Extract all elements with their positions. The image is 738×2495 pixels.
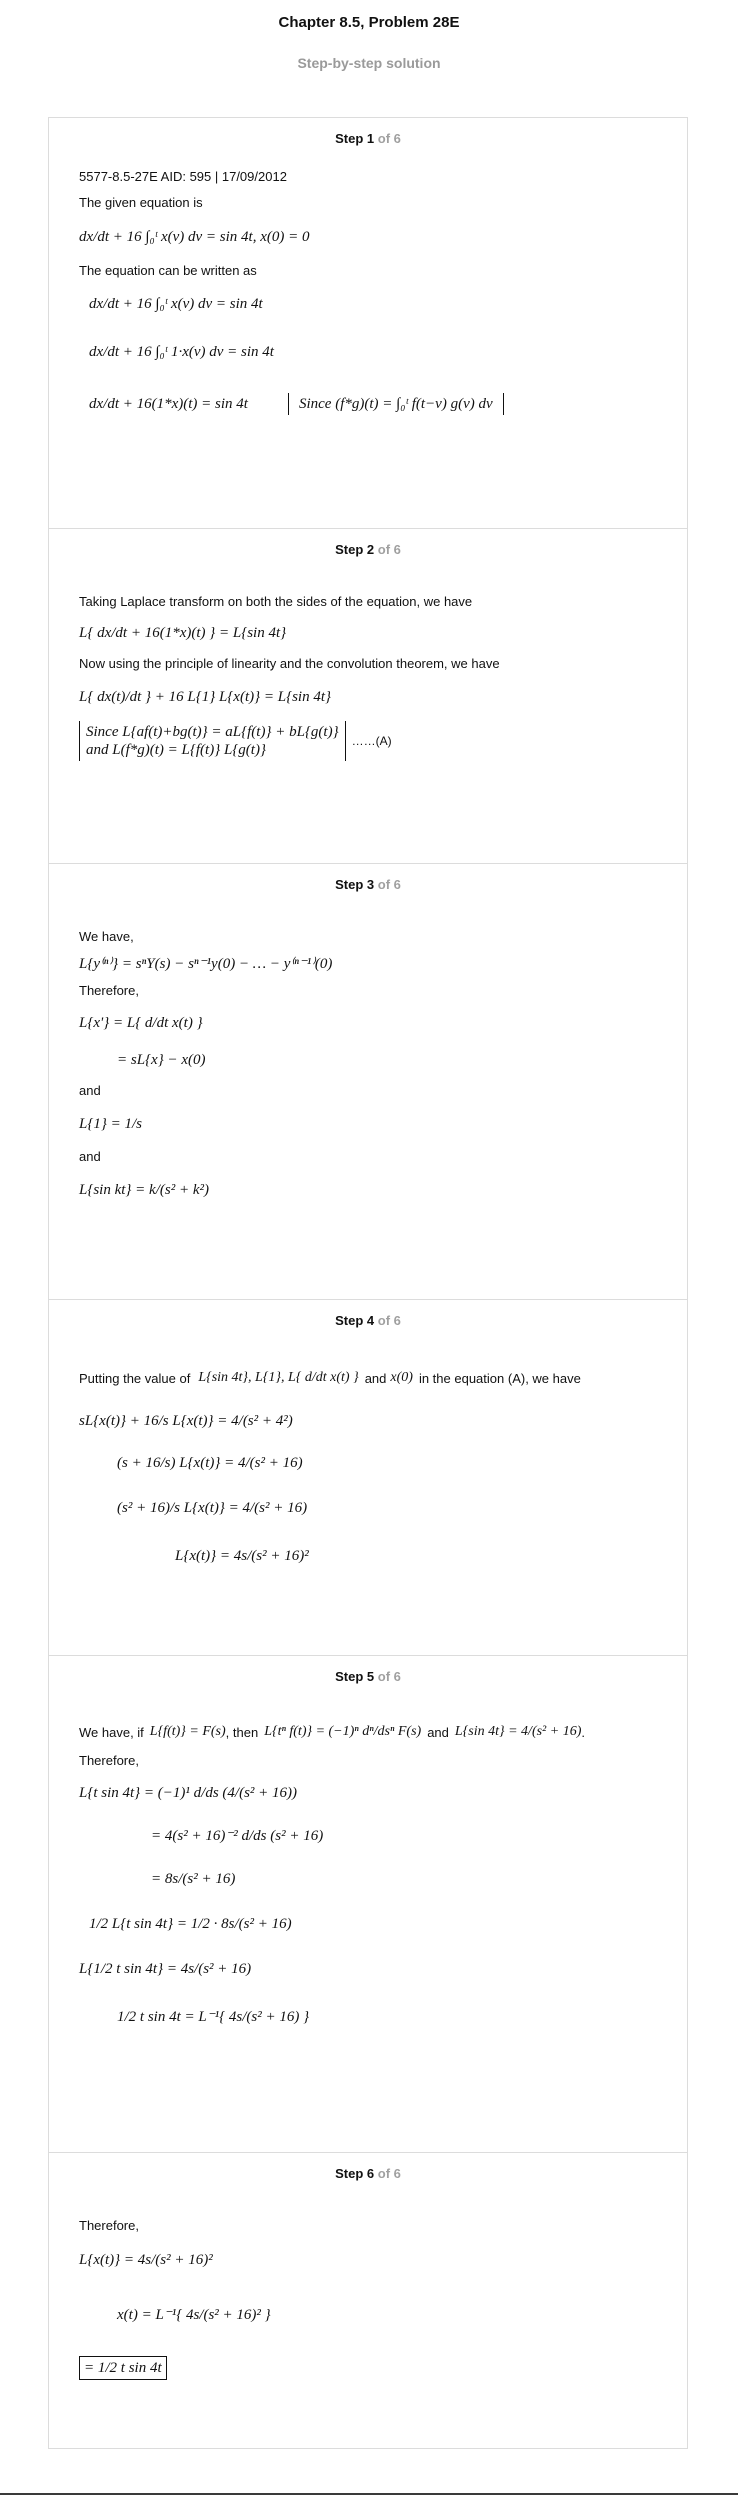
step-4-equation: L{sin 4t}, L{1}, L{ d/dt x(t) } bbox=[198, 1370, 359, 1385]
step-3-count: of 6 bbox=[377, 877, 401, 892]
step-5-equation: 1/2 L{t sin 4t} = 1/2 · 8s/(s² + 16) bbox=[89, 1916, 292, 1932]
step-5-body bbox=[49, 1686, 687, 2042]
step-3-text: and bbox=[79, 1083, 101, 1098]
step-5-count: of 6 bbox=[377, 1669, 401, 1684]
step-4-equation: L{x(t)} = 4s/(s² + 16)² bbox=[175, 1548, 309, 1564]
step-5-text: Therefore, bbox=[79, 1753, 139, 1768]
step-5-equation: L{sin 4t} = 4/(s² + 16) bbox=[454, 1724, 582, 1739]
step-6-header bbox=[49, 2153, 687, 2183]
step-2-label: Step 2 bbox=[335, 542, 375, 557]
step-6-body bbox=[49, 2183, 687, 2391]
step-3 bbox=[49, 863, 687, 1299]
step-4-count: of 6 bbox=[377, 1313, 401, 1328]
step-3-equation: L{1} = 1/s bbox=[79, 1116, 142, 1132]
step-4-equation: sL{x(t)} + 16/s L{x(t)} = 4/(s² + 4²) bbox=[79, 1413, 293, 1429]
step-2-text: Now using the principle of linearity and the convolution theorem, we have bbox=[79, 656, 500, 671]
page-title: Chapter 8.5, Problem 28E bbox=[278, 14, 460, 31]
step-5-equation: L{tⁿ f(t)} = (−1)ⁿ dⁿ/dsⁿ F(s) bbox=[264, 1724, 422, 1739]
step-6-count: of 6 bbox=[377, 2166, 401, 2181]
step-3-header bbox=[49, 864, 687, 894]
solution-steps bbox=[48, 117, 688, 2449]
step-1-convolution-note: Since (f*g)(t) = ∫₀ᵗ f(t−v) g(v) dv bbox=[288, 393, 504, 415]
step-1-text: The equation can be written as bbox=[79, 263, 257, 278]
step-2-linearity-row bbox=[79, 721, 657, 761]
step-5-equation: 1/2 t sin 4t = L⁻¹{ 4s/(s² + 16) } bbox=[117, 2009, 310, 2025]
step-4-intro bbox=[79, 1356, 657, 1400]
step-4-body bbox=[49, 1330, 687, 1580]
step-2-equation: Since L{af(t)+bg(t)} = aL{f(t)} + bL{g(t)} bbox=[86, 724, 339, 740]
step-5-text: We have, if bbox=[79, 1724, 144, 1740]
step-5 bbox=[49, 1655, 687, 2152]
step-1-equation-row bbox=[79, 376, 657, 432]
step-4-equation: (s² + 16)/s L{x(t)} = 4/(s² + 16) bbox=[117, 1500, 308, 1516]
step-1-equation: dx/dt + 16 ∫₀ᵗ x(v) dv = sin 4t bbox=[89, 296, 263, 312]
step-4-equation: x(0) bbox=[390, 1370, 413, 1385]
step-5-equation: L{1/2 t sin 4t} = 4s/(s² + 16) bbox=[79, 1961, 252, 1977]
step-6-equation: x(t) = L⁻¹{ 4s/(s² + 16)² } bbox=[117, 2307, 271, 2323]
step-5-text: and bbox=[427, 1724, 449, 1740]
step-5-intro bbox=[79, 1712, 657, 1752]
step-5-equation: L{f(t)} = F(s) bbox=[149, 1724, 226, 1739]
step-1-text: 5577-8.5-27E AID: 595 | 17/09/2012 bbox=[79, 169, 287, 184]
step-1-equation: dx/dt + 16 ∫₀ᵗ 1·x(v) dv = sin 4t bbox=[89, 344, 274, 360]
step-1 bbox=[49, 118, 687, 528]
step-1-equation: dx/dt + 16 ∫₀ᵗ x(v) dv = sin 4t, x(0) = 0 bbox=[79, 229, 310, 245]
step-3-body bbox=[49, 894, 687, 1214]
step-6-final-answer bbox=[79, 2345, 657, 2391]
step-5-equation: L{t sin 4t} = (−1)¹ d/ds (4/(s² + 16)) bbox=[79, 1785, 298, 1801]
step-2 bbox=[49, 528, 687, 863]
step-2-body bbox=[49, 559, 687, 761]
step-2-equation: L{ dx/dt + 16(1*x)(t) } = L{sin 4t} bbox=[79, 625, 287, 641]
step-6-text: Therefore, bbox=[79, 2218, 139, 2233]
final-answer-box: = 1/2 t sin 4t bbox=[79, 2356, 167, 2380]
step-2-label-a: ……(A) bbox=[351, 734, 392, 748]
step-3-equation: L{sin kt} = k/(s² + k²) bbox=[79, 1182, 209, 1198]
step-4-text: in the equation (A), we have bbox=[418, 1370, 581, 1386]
step-5-equation: = 4(s² + 16)⁻² d/ds (s² + 16) bbox=[151, 1828, 324, 1844]
step-6-equation: L{x(t)} = 4s/(s² + 16)² bbox=[79, 2252, 213, 2268]
step-3-text: and bbox=[79, 1149, 101, 1164]
step-3-equation: L{y⁽ⁿ⁾} = sⁿY(s) − sⁿ⁻¹y(0) − … − y⁽ⁿ⁻¹⁾(0) bbox=[79, 956, 333, 972]
step-4-label: Step 4 bbox=[335, 1313, 375, 1328]
page-subtitle: Step-by-step solution bbox=[297, 55, 441, 71]
step-5-equation: = 8s/(s² + 16) bbox=[151, 1871, 236, 1887]
step-1-label: Step 1 bbox=[335, 131, 375, 146]
step-1-equation: dx/dt + 16(1*x)(t) = sin 4t bbox=[89, 396, 248, 412]
step-1-header bbox=[49, 118, 687, 148]
step-3-text: We have, bbox=[79, 929, 134, 944]
step-3-text: Therefore, bbox=[79, 983, 139, 998]
step-2-equation: and L(f*g)(t) = L{f(t)} L{g(t)} bbox=[86, 742, 266, 758]
step-4-header bbox=[49, 1300, 687, 1330]
step-3-equation: = sL{x} − x(0) bbox=[117, 1052, 206, 1068]
step-1-count: of 6 bbox=[377, 131, 401, 146]
step-3-label: Step 3 bbox=[335, 877, 375, 892]
step-5-text: , then bbox=[225, 1724, 259, 1740]
step-2-text: Taking Laplace transform on both the sides of the equation, we have bbox=[79, 594, 473, 609]
step-4-text: Putting the value of bbox=[79, 1370, 191, 1386]
step-3-equation: L{x'} = L{ d/dt x(t) } bbox=[79, 1015, 203, 1031]
step-4 bbox=[49, 1299, 687, 1655]
step-2-header bbox=[49, 529, 687, 559]
step-2-linearity-note bbox=[79, 721, 346, 761]
step-4-equation: (s + 16/s) L{x(t)} = 4/(s² + 16) bbox=[117, 1455, 303, 1471]
step-4-text: and bbox=[364, 1370, 387, 1386]
step-2-equation: L{ dx(t)/dt } + 16 L{1} L{x(t)} = L{sin 4t} bbox=[79, 689, 331, 705]
step-6 bbox=[49, 2152, 687, 2448]
step-6-label: Step 6 bbox=[335, 2166, 375, 2181]
step-2-count: of 6 bbox=[377, 542, 401, 557]
step-5-text: . bbox=[581, 1724, 585, 1740]
step-1-text: The given equation is bbox=[79, 195, 203, 210]
step-5-header bbox=[49, 1656, 687, 1686]
step-1-body bbox=[49, 148, 687, 432]
step-5-label: Step 5 bbox=[335, 1669, 375, 1684]
